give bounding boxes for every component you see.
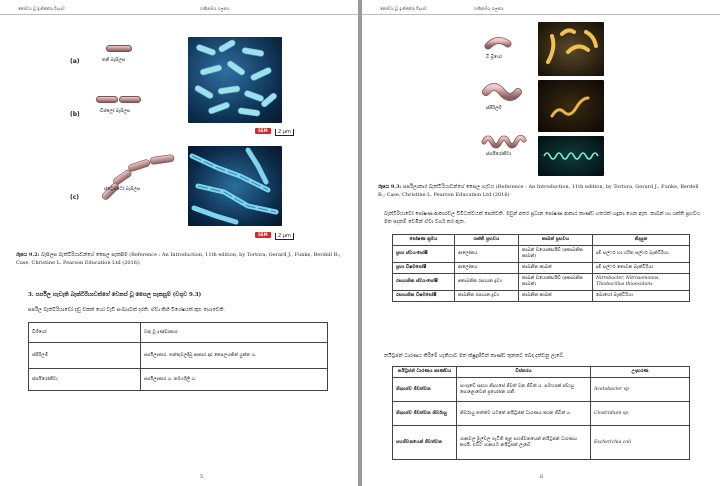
caption-text: සර්පිලාකාර බැක්ටීරියාවන්ගේ සෛල හැඩය (Reference : An Introduction, 11th edition, by Tortora, Gerard J., Funke, Berdell R.; Case, Christine L. Pearson Education Ltd (2016) — [378, 184, 699, 198]
nutrition-table — [392, 234, 690, 302]
sem-badge-1: SEM — [255, 128, 271, 134]
figure-label-spirillum: ස්පිරිලම් — [486, 106, 502, 111]
sem-photo-single-bacilli — [188, 37, 282, 123]
running-head-left: ජෛවය වූ ඉංජිනේරු විද්‍යාව — [18, 6, 65, 11]
figure-letter-c: (c) — [70, 194, 80, 201]
table-header-row — [393, 235, 690, 246]
figure-caption-9-2 — [16, 251, 344, 267]
right-page — [362, 0, 720, 486]
table-cell: රසායනික ස්වයංපෝෂී — [393, 274, 455, 291]
table-header-row — [393, 367, 690, 378]
table-row — [393, 263, 690, 274]
table-cell: නිදහස්ව ජීවත්වන නිර්වායු — [393, 402, 457, 426]
nutrition-intro: බැක්ටීරියාවෝ පෝෂණ ආකාරවල විවිධත්වයක් පෙන්වති. ඔවුන් අතර ප්‍රධාන පෝෂණ ආකාර කාණ්ඩ හතරක් හඳුනා ගෙන ඇත. කාබන් හා ශක්ති ප්‍රභවය මත පදනම් වෙමින් ඒවා වර්ග කර ඇත. — [384, 211, 701, 225]
table-cell: Acetobacter sp — [591, 378, 690, 402]
table-cell: නිර්වායු තත්ත්ව යටතේ නයිට්‍රජන් ධාරණය කරන ජීවීන් ය. — [457, 402, 591, 426]
figure-label-c: ස්ට්‍රෙප්ටෝ බැසිලස — [104, 187, 141, 192]
sem-photo-streptobacilli — [188, 146, 282, 226]
table-cell: කාබන් ඩයොක්සයිඩ් (අකාබනික කාබන්) — [519, 274, 593, 291]
caption-prefix: රූපය 9.3: — [378, 184, 402, 190]
figure-letter-b: (b) — [70, 111, 80, 118]
nitrogen-fixation-table — [392, 366, 690, 460]
table-header-cell: උදාහරණ — [591, 367, 690, 378]
table-row — [393, 246, 690, 263]
figure-caption-9-3 — [378, 183, 706, 199]
table-row — [29, 369, 328, 391]
table-header-cell: වකු වූ දණ්ඩාකාර. — [141, 323, 328, 343]
photo-spirochete — [538, 136, 604, 176]
table-header-cell: නයිට්‍රජන් ධාරණය කාණ්ඩය — [393, 367, 457, 378]
streptobacilli-chain-image — [188, 146, 282, 226]
running-head-center: ගණිතමය ගලනය — [474, 6, 504, 11]
single-bacillus-drawing — [106, 45, 132, 52]
page-number: 6 — [540, 474, 544, 480]
bacilli-cluster-image — [188, 37, 282, 123]
caption-prefix: රූපය 9.2: — [16, 252, 40, 258]
table-cell: කාබන් ඩයොක්සයිඩ් (අකාබනික කාබන්) — [519, 246, 593, 263]
nitrogen-intro: නයිට්‍රජන් ධාරණය කිරීමේ හැකියාව මත ක්ෂුද්‍රජීවීන් කාණ්ඩ තුනකට බෙදා දක්වනු ලැබේ. — [384, 353, 565, 359]
table-header-cell: නිදසුන — [593, 235, 690, 246]
section-intro: සර්පිල බැක්ටීරියාවෝ දඬු වකක් හෝ වැඩි සංඛ්‍යාවක් දරති. ඒවා කිහි විශේෂයක් කුළු හොවෙති. — [28, 307, 225, 313]
table-cell: සර්පිලාකාර. තන්තුවලදිබු ආකාර දෘඪ සෛලයකින් යුක්ත ය. — [141, 343, 328, 369]
table-cell: බොහෝ බැක්ටීරියා — [593, 291, 690, 302]
table-cell: රසායනික විෂමපෝෂී — [393, 291, 455, 302]
table-cell: ආලෝකය — [455, 246, 519, 263]
table-cell: Nitrobacter, Nitrosomonas, Thiobacillus thiooxidans — [593, 274, 690, 291]
diplobacillus-drawing-1 — [96, 96, 118, 103]
running-head — [0, 5, 358, 15]
running-head-left: ජෛවය වූ ඉංජිනේරු විද්‍යාව — [380, 6, 427, 11]
table-row — [393, 402, 690, 426]
figure-label-spirochete: ස්පයිරෝකීටා — [486, 152, 512, 157]
table-cell: නිදහස්ව ජීවත්වන — [393, 378, 457, 402]
table-cell: දම් සල්ෆර් හා හරිත සල්ෆර් බැක්ටීරියා — [593, 246, 690, 263]
caption-text: බැසිලස බැක්ටීරියාවන්ගේ සෛල සැකසීම (Reference : An Introduction, 11th edition, by Tortora, Gerard J., Funke, Berdell R.; Case, Christine L. Pearson Education Ltd (2016). — [16, 252, 341, 266]
table-cell: අකාබනික රසායන ද්‍රව්‍ය — [455, 274, 519, 291]
table-header-cell: විස්තරය — [457, 367, 591, 378]
table-cell: ආලෝකය — [455, 263, 519, 274]
figure-label-vibrio: වි බ්‍රියෝ — [486, 55, 502, 60]
table-cell: ප්‍රභා ස්වයංපෝෂී — [393, 246, 455, 263]
diplobacillus-drawing-2 — [119, 96, 141, 103]
spiral-bacteria-table — [28, 322, 328, 391]
vibrio-image — [538, 22, 604, 76]
running-head-center: ගණිතමය ගලනය — [200, 6, 230, 11]
table-cell: ප්‍රභා විෂමපෝෂී — [393, 263, 455, 274]
table-cell: සහජීවනයෙන් ජීවත්වන — [393, 426, 457, 460]
sem-badge-2: SEM — [255, 232, 271, 238]
table-cell: Clostridium sp. — [591, 402, 690, 426]
table-row — [393, 378, 690, 402]
spirochete-image — [538, 136, 604, 176]
table-header-cell: පෝෂණ ක්‍රමය — [393, 235, 455, 246]
table-cell: සර්පිලාකාර ය. නම්‍යශීලී ය. — [141, 369, 328, 391]
left-page — [0, 0, 358, 486]
figure-label-b: ඩිප්ලෝ බැසිලස — [100, 109, 131, 114]
scale-bar-2: 2 μm — [275, 233, 294, 240]
table-header-cell: කාබන් ප්‍රභවය — [519, 235, 593, 246]
table-row — [393, 274, 690, 291]
figure-label-a: තනි බැසිලස — [102, 58, 126, 63]
section-heading: 3. සර්පිල හැඩැති බැක්ටීරියාවන්ගේ වෙනස් වූ සෛල සැකසුම් (වගුව 9.3) — [28, 292, 202, 298]
streptobacillus-drawing — [88, 150, 188, 210]
spirillum-image — [538, 80, 604, 132]
running-head — [362, 5, 720, 15]
table-cell: Escherichia coli — [591, 426, 690, 460]
table-row — [393, 291, 690, 302]
table-cell: කාබනික කාබන් — [519, 291, 593, 302]
table-cell: කාබනික කාබන් — [519, 263, 593, 274]
table-cell: පාංශුවේ සඳහා නිදහසේ ජීවත් වන ජීවීන් ය. සමහරක් ස්වායු පොළොවෙන් ප්‍රයෝජන ගනී. — [457, 378, 591, 402]
figure-letter-a: (a) — [70, 58, 80, 65]
table-header-cell: ශක්ති ප්‍රභවය — [455, 235, 519, 246]
table-row — [393, 426, 690, 460]
table-cell: ශාකවල මුල්වල ගැටිති තුළ සහජීවනයෙන් නයිට්‍රජන් ධාරණය කරයි. එවිට ශාකයට නයිට්‍රජන් ලැබේ. — [457, 426, 591, 460]
scale-bar-1: 2 μm — [275, 129, 294, 136]
photo-vibrio — [538, 22, 604, 76]
table-cell: දම් සල්ෆර් නොවන බැක්ටීරියා — [593, 263, 690, 274]
table-row — [29, 343, 328, 369]
table-header-row — [29, 323, 328, 343]
table-cell: කාබනික රසායන ද්‍රව්‍ය — [455, 291, 519, 302]
table-cell: ස්පිරිලම් — [29, 343, 141, 369]
table-header-cell: විශියෝ — [29, 323, 141, 343]
page-number: 5 — [200, 474, 204, 480]
table-cell: ස්පයිරෝකීටා — [29, 369, 141, 391]
photo-spirillum — [538, 80, 604, 132]
